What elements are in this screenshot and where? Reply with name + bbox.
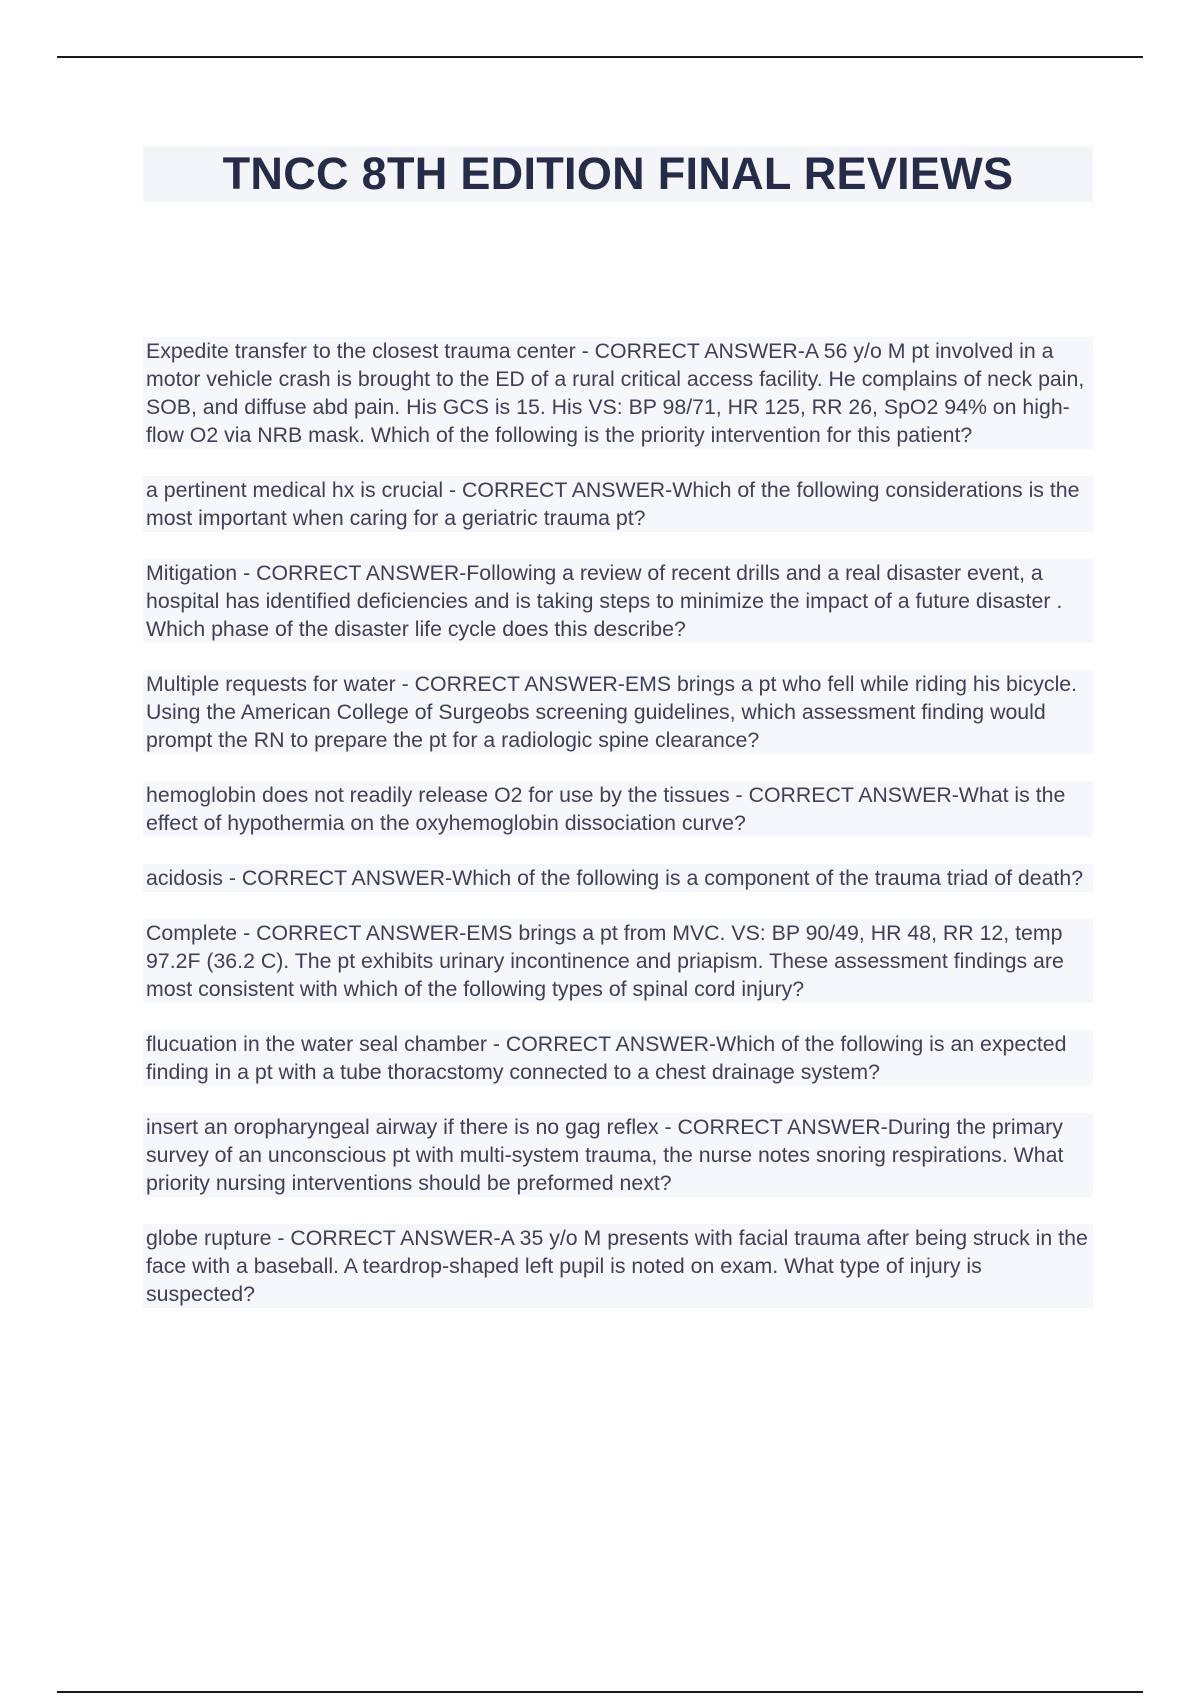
qa-item-7: Complete - CORRECT ANSWER-EMS brings a pt from MVC. VS: BP 90/49, HR 48, RR 12, temp 97.2F (36.2 C). The pt exhibits urinary incontinence and priapism. These assessment findings are most consistent with which of the following types of spinal cord injury? (143, 919, 1093, 1003)
qa-item-6: acidosis - CORRECT ANSWER-Which of the following is a component of the trauma triad of death? (143, 864, 1093, 892)
qa-item-9: insert an oropharyngeal airway if there is no gag reflex - CORRECT ANSWER-During the primary survey of an unconscious pt with multi-system trauma, the nurse notes snoring respirations. What priority nursing interventions should be preformed next? (143, 1113, 1093, 1197)
qa-list (143, 337, 1093, 1335)
qa-item-2: a pertinent medical hx is crucial - CORRECT ANSWER-Which of the following considerations is the most important when caring for a geriatric trauma pt? (143, 476, 1093, 532)
title-band (143, 146, 1093, 202)
qa-item-3: Mitigation - CORRECT ANSWER-Following a review of recent drills and a real disaster event, a hospital has identified deficiencies and is taking steps to minimize the impact of a future disaster . Which phase of the disaster life cycle does this describe? (143, 559, 1093, 643)
qa-item-4: Multiple requests for water - CORRECT ANSWER-EMS brings a pt who fell while riding his bicycle. Using the American College of Surgeobs screening guidelines, which assessment finding would prompt the RN to prepare the pt for a radiologic spine clearance? (143, 670, 1093, 754)
qa-item-10: globe rupture - CORRECT ANSWER-A 35 y/o M presents with facial trauma after being struck in the face with a baseball. A teardrop-shaped left pupil is noted on exam. What type of injury is suspected? (143, 1224, 1093, 1308)
qa-item-8: flucuation in the water seal chamber - CORRECT ANSWER-Which of the following is an expected finding in a pt with a tube thoracstomy connected to a chest drainage system? (143, 1030, 1093, 1086)
top-divider (57, 56, 1143, 58)
qa-item-5: hemoglobin does not readily release O2 for use by the tissues - CORRECT ANSWER-What is the effect of hypothermia on the oxyhemoglobin dissociation curve? (143, 781, 1093, 837)
document-title: TNCC 8TH EDITION FINAL REVIEWS (222, 148, 1014, 199)
bottom-divider (57, 1691, 1143, 1693)
qa-item-1: Expedite transfer to the closest trauma center - CORRECT ANSWER-A 56 y/o M pt involved in a motor vehicle crash is brought to the ED of a rural critical access facility. He complains of neck pain, SOB, and diffuse abd pain. His GCS is 15. His VS: BP 98/71, HR 125, RR 26, SpO2 94% on high-flow O2 via NRB mask. Which of the following is the priority intervention for this patient? (143, 337, 1093, 449)
